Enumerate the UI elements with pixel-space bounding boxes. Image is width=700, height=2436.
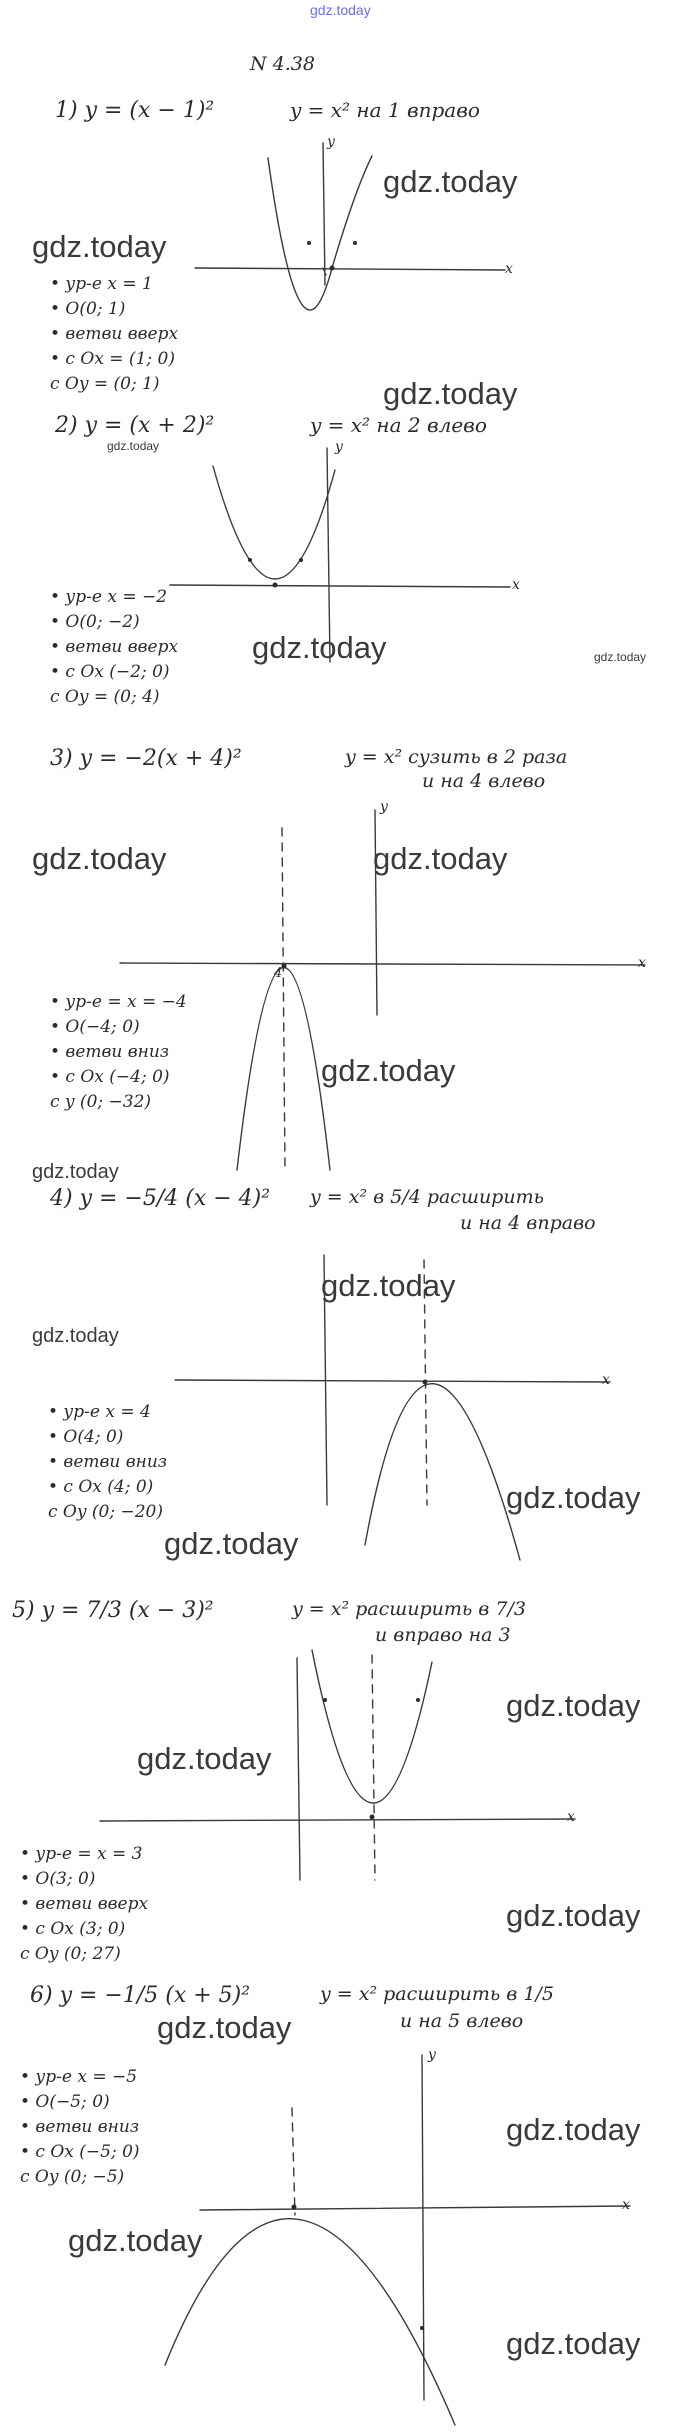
axis-x-label: x <box>622 2197 630 2213</box>
header-watermark: gdz.today <box>310 2 371 18</box>
task-6-transform: y = x² расширить в 1/5 <box>320 1983 554 2005</box>
task-1-equation: 1) y = (x − 1)² <box>55 98 215 123</box>
axis-x-label: x <box>505 261 513 277</box>
watermark: gdz.today <box>32 1325 119 1347</box>
task-3-equation: 3) y = −2(x + 4)² <box>50 746 242 771</box>
watermark: gdz.today <box>32 229 167 264</box>
task-1-transform: y = x² на 1 вправо <box>290 98 480 122</box>
watermark: gdz.today <box>107 439 160 453</box>
task-6-notes: • ур-е x = −5 • O(−5; 0) • ветви вниз • c Ox (−5; 0) c Oy (0; −5) <box>20 2067 140 2187</box>
task-6-equation: 6) y = −1/5 (x + 5)² <box>30 1983 251 2008</box>
task-4-transform-2: и на 4 вправо <box>460 1212 596 1234</box>
task-4-transform: y = x² в 5/4 расширить <box>310 1186 544 1208</box>
task-2-equation: 2) y = (x + 2)² <box>55 413 215 438</box>
axis-y-label: y <box>335 439 343 455</box>
task-1-notes: • ур-е x = 1 • O(0; 1) • ветви вверх • c Ox = (1; 0) c Oy = (0; 1) <box>50 274 179 394</box>
axis-y-label: y <box>428 2047 436 2063</box>
watermark: gdz.today <box>32 841 167 876</box>
watermark: gdz.today <box>252 630 387 665</box>
watermark: gdz.today <box>373 841 508 876</box>
axis-x-label: x <box>602 1372 610 1388</box>
task-6-transform-2: и на 5 влево <box>400 2010 524 2032</box>
axis-y-label: y <box>380 799 388 815</box>
task-4-notes: • ур-е x = 4 • O(4; 0) • ветви вниз • c Ox (4; 0) c Oy (0; −20) <box>48 1402 168 1522</box>
watermark: gdz.today <box>383 164 518 199</box>
watermark: gdz.today <box>137 1741 272 1776</box>
task-5-transform: y = x² расширить в 7/3 <box>292 1598 526 1620</box>
task-5-transform-2: и вправо на 3 <box>375 1624 511 1646</box>
watermark: gdz.today <box>594 650 647 664</box>
task-2-notes: • ур-е x = −2 • O(0; −2) • ветви вверх • c Ox (−2; 0) c Oy = (0; 4) <box>50 587 179 707</box>
axis-x-label: x <box>638 955 646 971</box>
watermark: gdz.today <box>506 1898 641 1933</box>
task-3-vertex-label: 4 <box>274 966 283 981</box>
watermark: gdz.today <box>506 1688 641 1723</box>
watermark: gdz.today <box>383 376 518 411</box>
watermark: gdz.today <box>321 1053 456 1088</box>
watermark: gdz.today <box>506 2112 641 2147</box>
task-5-equation: 5) y = 7/3 (x − 3)² <box>12 1598 214 1623</box>
watermark: gdz.today <box>68 2223 203 2258</box>
watermark: gdz.today <box>506 1480 641 1515</box>
axis-x-label: x <box>512 577 520 593</box>
axis-y-label: y <box>327 134 335 150</box>
watermark: gdz.today <box>164 1526 299 1561</box>
problem-number: N 4.38 <box>250 53 315 75</box>
watermark: gdz.today <box>32 1161 119 1183</box>
watermark: gdz.today <box>321 1268 456 1303</box>
task-3-transform: y = x² сузить в 2 раза <box>345 746 568 768</box>
watermark: gdz.today <box>157 2010 292 2045</box>
task-3-transform-2: и на 4 влево <box>422 770 546 792</box>
axis-x-label: x <box>567 1809 575 1825</box>
graph-6 <box>165 2055 630 2425</box>
task-5-notes: • ур-е = x = 3 • O(3; 0) • ветви вверх • c Ox (3; 0) c Oy (0; 27) <box>20 1844 149 1964</box>
task-4-equation: 4) y = −5/4 (x − 4)² <box>50 1186 271 1211</box>
task-2-transform: y = x² на 2 влево <box>310 413 487 437</box>
watermark: gdz.today <box>506 2326 641 2361</box>
task-3-notes: • ур-е = x = −4 • O(−4; 0) • ветви вниз • c Ox (−4; 0) c y (0; −32) <box>50 992 187 1112</box>
